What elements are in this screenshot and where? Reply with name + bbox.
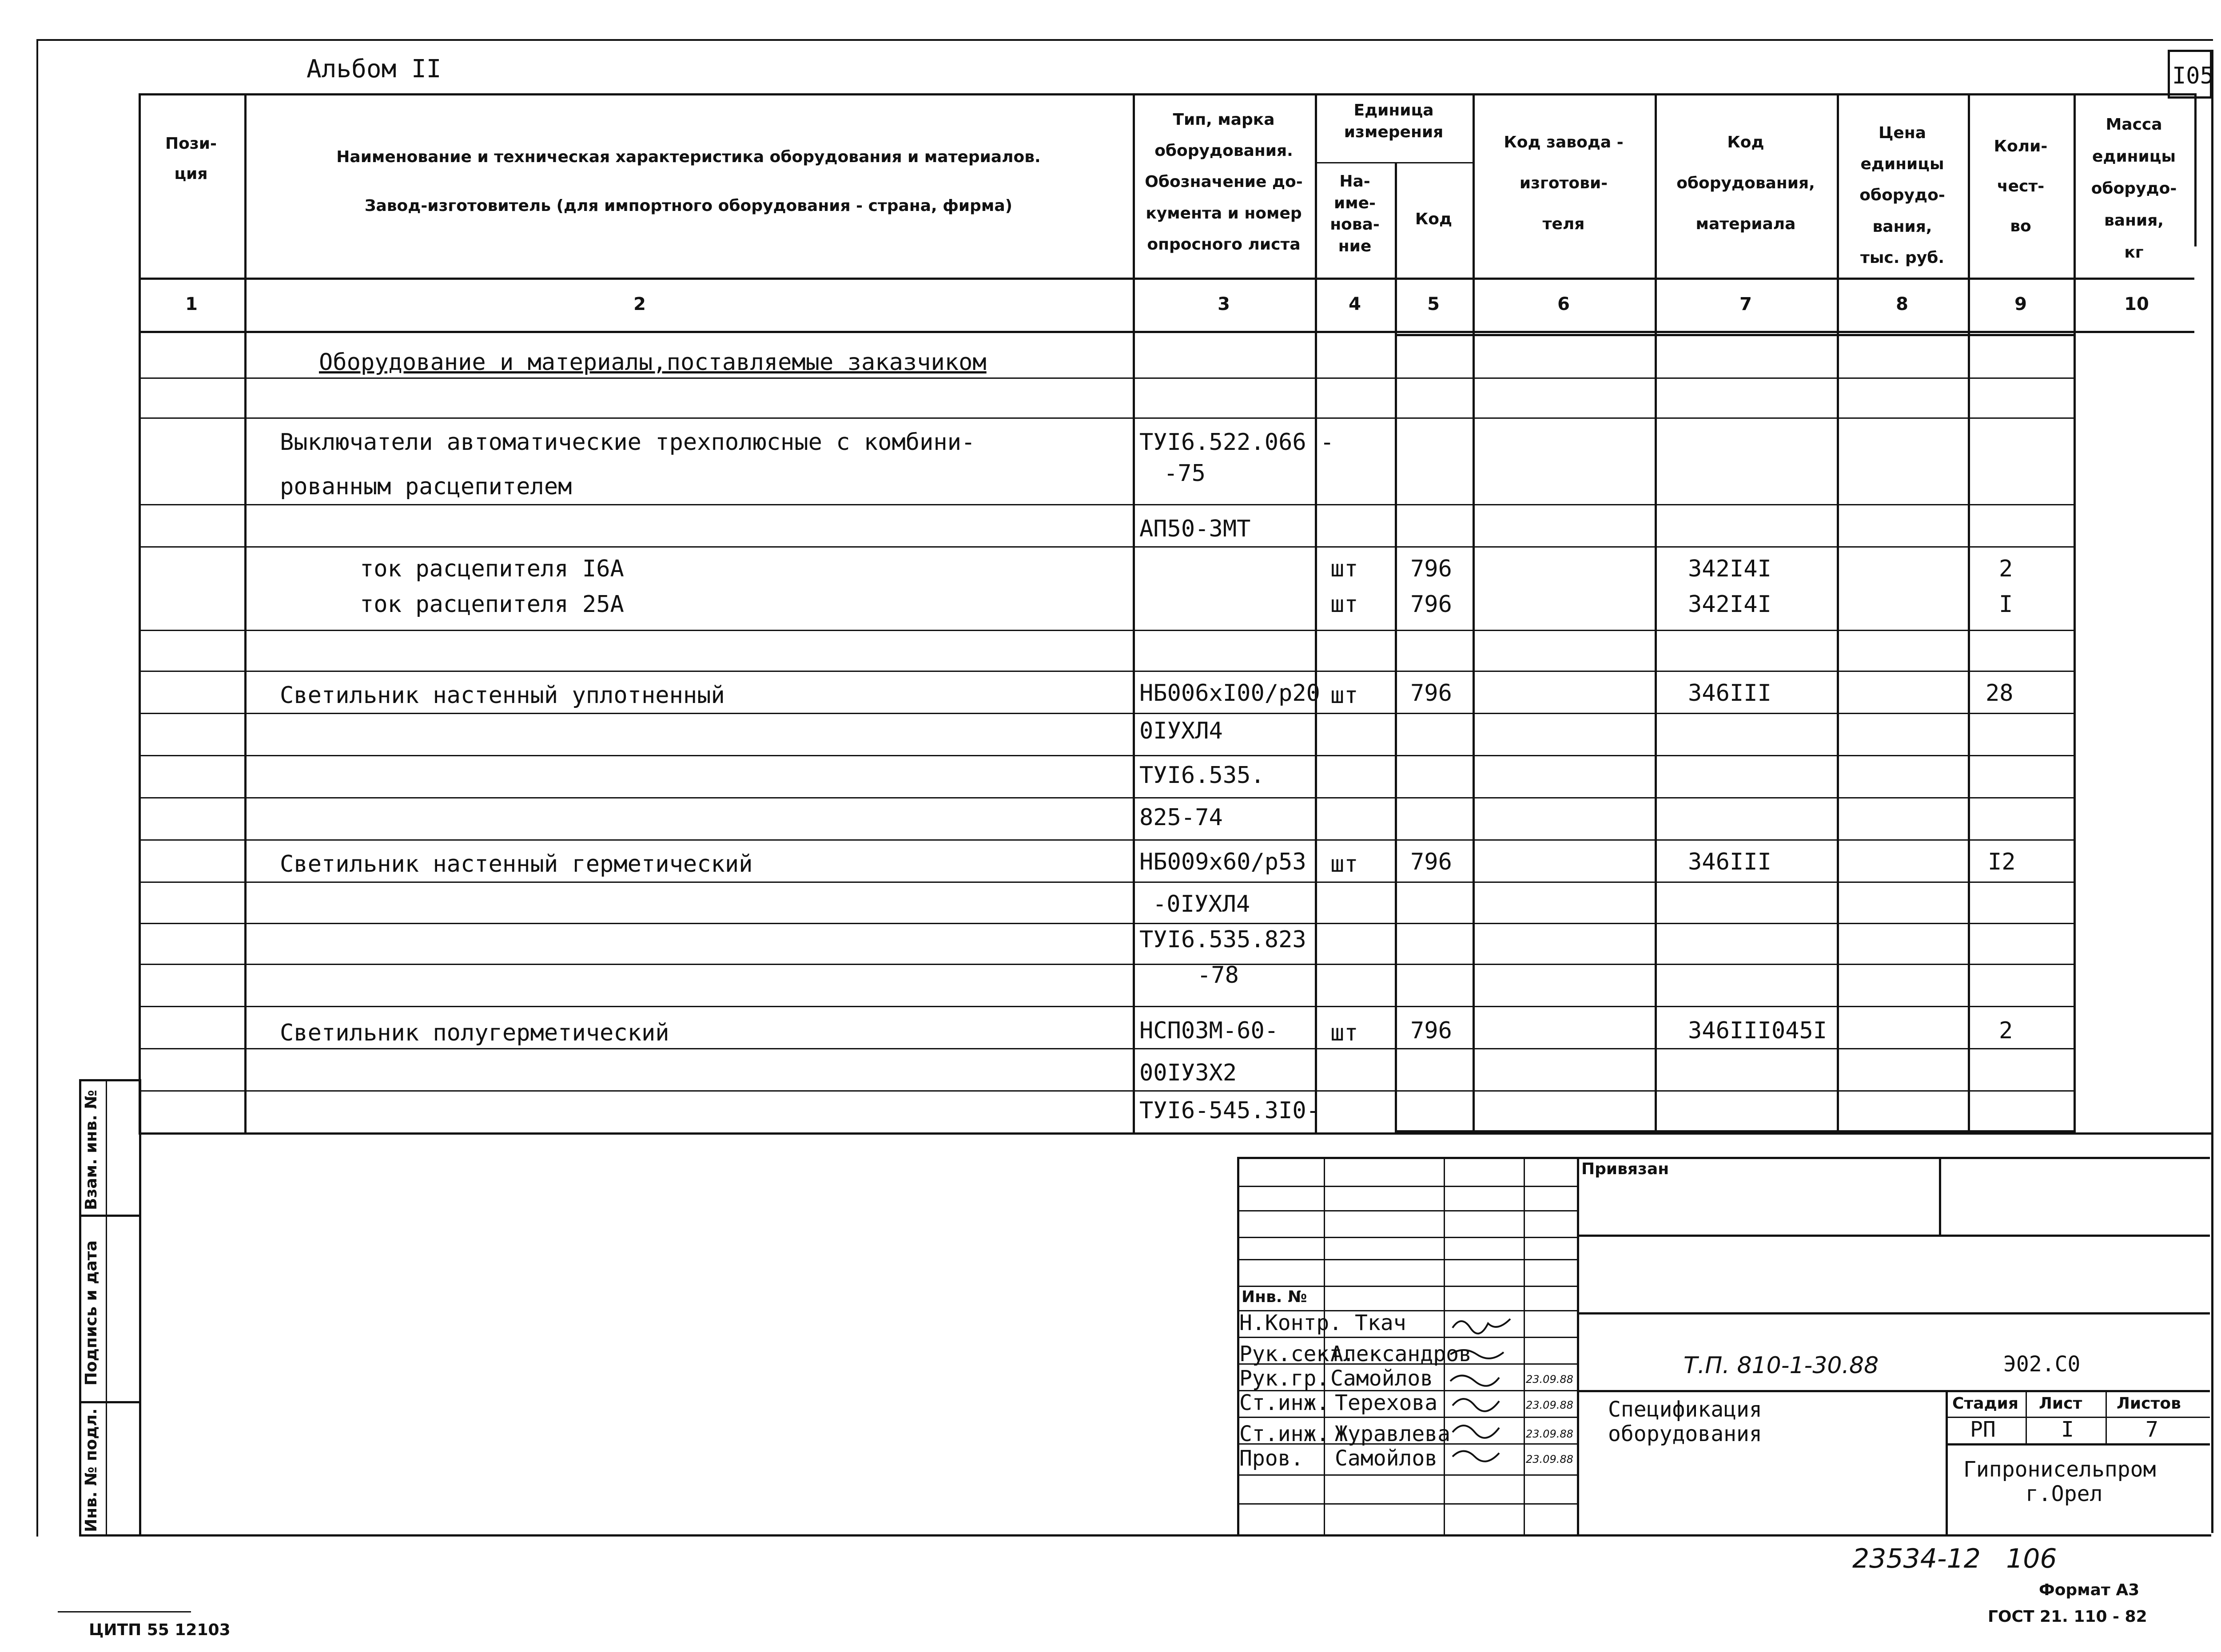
col-line-10 bbox=[2194, 93, 2197, 246]
row7-type: 0IУХЛ4 bbox=[1139, 718, 1223, 744]
header-type: Тип, марка оборудования. Обозначение до- кумента и номер опросного листа bbox=[1145, 111, 1303, 254]
side-label-podpis: Подпись и дата bbox=[82, 1240, 100, 1386]
colnum-7: 7 bbox=[1739, 294, 1752, 314]
header-plant-code: Код завода - изготови- теля bbox=[1504, 133, 1624, 233]
row4-name: ток расцепителя I6А bbox=[360, 556, 624, 582]
row-line bbox=[139, 923, 2074, 924]
header-unit-group: Единица измерения bbox=[1344, 101, 1444, 141]
tb-date-3: 23.09.88 bbox=[1526, 1399, 1573, 1411]
signature-icon bbox=[1453, 1319, 1510, 1334]
gost-label: ГОСТ 21. 110 - 82 bbox=[1988, 1608, 2147, 1626]
col-line-4 bbox=[1395, 162, 1397, 1132]
tb-doc-title-2: оборудования bbox=[1608, 1422, 1762, 1446]
header-equipment-code: Код оборудования, материала bbox=[1676, 133, 1815, 233]
row6-name: Светильник настенный уплотненный bbox=[280, 682, 725, 709]
header-name-line2: Завод-изготовитель (для импортного оборудования - страна, фирма) bbox=[364, 197, 1013, 215]
row-line bbox=[139, 797, 2074, 798]
row6-equip: 346III bbox=[1688, 680, 1771, 707]
row10-code: 796 bbox=[1410, 849, 1452, 875]
row10-qty: I2 bbox=[1988, 849, 2016, 875]
row14-code: 796 bbox=[1410, 1017, 1452, 1044]
row-line bbox=[139, 964, 2074, 965]
tb-top bbox=[139, 1132, 2211, 1135]
table-top-line bbox=[139, 93, 2194, 95]
signature-icon bbox=[1453, 1451, 1499, 1461]
data-block-top bbox=[1395, 334, 2074, 336]
tb-name-1: Александров bbox=[1330, 1342, 1472, 1366]
row3-type: АП50-3МТ bbox=[1139, 516, 1251, 542]
col-line-1 bbox=[244, 93, 247, 1132]
colnum-bottom-line bbox=[139, 331, 2194, 333]
row-line bbox=[139, 377, 2074, 379]
section-title: Оборудование и материалы,поставляемые заказчиком bbox=[319, 349, 987, 376]
colnum-10: 10 bbox=[2124, 294, 2149, 314]
tb-grid-h bbox=[1237, 1186, 1577, 1187]
header-mass: Масса единицы оборудо- вания, кг bbox=[2091, 115, 2177, 262]
tb-role-3: Ст.инж. bbox=[1239, 1390, 1329, 1415]
row5-equip: 342I4I bbox=[1688, 591, 1771, 618]
frame-right bbox=[2211, 50, 2213, 1533]
row-line bbox=[139, 546, 2074, 548]
tb-org-1: Гипронисельпром bbox=[1963, 1457, 2156, 1482]
citp-label: ЦИТП 55 12103 bbox=[89, 1621, 231, 1639]
row14-equip: 346III045I bbox=[1688, 1017, 1827, 1044]
tb-sheet-label: Лист bbox=[2039, 1394, 2082, 1413]
page-number: I05 bbox=[2172, 63, 2214, 89]
signature-marks bbox=[1444, 1310, 1524, 1474]
row4-equip: 342I4I bbox=[1688, 556, 1771, 582]
row5-qty: I bbox=[1999, 591, 2013, 618]
tb-date-2: 23.09.88 bbox=[1526, 1373, 1573, 1386]
handwritten-number: 23534-12 106 bbox=[1852, 1543, 2057, 1574]
tb-role-2: Рук.гр. bbox=[1239, 1366, 1329, 1391]
col-line-6 bbox=[1655, 93, 1657, 1132]
row1-name: Выключатели автоматические трехполюсные с комбини- bbox=[280, 429, 975, 456]
tb-grid-h bbox=[1237, 1337, 1577, 1338]
row6-code: 796 bbox=[1410, 680, 1452, 707]
tb-name-5: Самойлов bbox=[1335, 1446, 1438, 1471]
tb-role-5: Пров. bbox=[1239, 1446, 1304, 1471]
col-line-0 bbox=[139, 93, 141, 1132]
tb-name-4: Журавлева bbox=[1335, 1422, 1451, 1446]
colnum-4: 4 bbox=[1349, 294, 1361, 314]
row-line bbox=[139, 504, 2074, 505]
tb-grid-v bbox=[1524, 1157, 1525, 1534]
row12-type: ТУI6.535.823 bbox=[1139, 926, 1306, 953]
tb-stage: РП bbox=[1970, 1417, 1996, 1442]
row5-name: ток расцепителя 25А bbox=[360, 591, 624, 618]
tb-stage-split bbox=[1946, 1390, 1948, 1534]
tb-role-0: Н.Контр. bbox=[1239, 1310, 1342, 1335]
header-price: Цена единицы оборудо- вания, тыс. руб. bbox=[1859, 124, 1945, 267]
row-line bbox=[139, 417, 2074, 419]
tb-grid-h bbox=[1237, 1503, 1577, 1505]
tb-sheet: I bbox=[2061, 1417, 2074, 1442]
tb-doc-code: Э02.С0 bbox=[2003, 1352, 2081, 1377]
row1-type: ТУI6.522.066 - bbox=[1139, 429, 1334, 456]
col-line-8 bbox=[1968, 93, 1970, 1132]
signature-icon bbox=[1453, 1399, 1499, 1411]
row10-equip: 346III bbox=[1688, 849, 1771, 875]
row10-type: НБ009х60/р53 bbox=[1139, 849, 1306, 875]
row6-qty: 28 bbox=[1986, 680, 2014, 707]
row14-unit: шт bbox=[1330, 1020, 1358, 1046]
tb-project-code: Т.П. 810-1-30.88 bbox=[1684, 1352, 1879, 1379]
row11-type: -0IУХЛ4 bbox=[1153, 891, 1250, 917]
tb-role-4: Ст.инж. bbox=[1239, 1422, 1329, 1446]
tb-date-4: 23.09.88 bbox=[1526, 1428, 1573, 1440]
tb-sheets-label: Листов bbox=[2117, 1394, 2181, 1413]
row14-qty: 2 bbox=[1999, 1017, 2013, 1044]
tb-grid-h bbox=[1237, 1286, 1577, 1287]
tb-name-2: Самойлов bbox=[1330, 1366, 1433, 1391]
colnum-2: 2 bbox=[633, 294, 646, 314]
footer-line bbox=[58, 1611, 191, 1612]
tb-grid-h bbox=[1237, 1157, 2210, 1159]
side-inner-line bbox=[106, 1079, 107, 1537]
colnum-5: 5 bbox=[1427, 294, 1440, 314]
side-label-inv: Инв. № подл. bbox=[82, 1408, 100, 1532]
row8-type: ТУI6.535. bbox=[1139, 762, 1265, 789]
row4-qty: 2 bbox=[1999, 556, 2013, 582]
row-line bbox=[139, 1090, 2074, 1092]
row16-type: ТУI6-545.3I0- bbox=[1139, 1097, 1320, 1124]
row2-name: рованным расцепителем bbox=[280, 473, 572, 500]
row5-unit: шт bbox=[1330, 591, 1358, 618]
colnum-9: 9 bbox=[2014, 294, 2027, 314]
row-line bbox=[139, 713, 2074, 714]
header-unit-code: Код bbox=[1415, 210, 1453, 228]
tb-h bbox=[1946, 1443, 2210, 1446]
tb-privyazan-split bbox=[1939, 1157, 1941, 1235]
row6-type: НБ006хI00/р20 bbox=[1139, 680, 1320, 707]
tb-grid-h bbox=[1237, 1417, 1577, 1418]
signature-icon bbox=[1450, 1376, 1499, 1386]
row15-type: 00IУ3Х2 bbox=[1139, 1060, 1237, 1086]
row4-code: 796 bbox=[1410, 556, 1452, 582]
row13-type: -78 bbox=[1197, 962, 1239, 989]
row-line bbox=[139, 1006, 2074, 1007]
tb-bottom bbox=[79, 1534, 2211, 1537]
tb-date-5: 23.09.88 bbox=[1526, 1453, 1573, 1465]
format-label: Формат А3 bbox=[2039, 1581, 2140, 1599]
tb-h bbox=[1577, 1312, 2210, 1314]
col-line-2 bbox=[1133, 93, 1135, 1132]
side-divider bbox=[79, 1215, 141, 1217]
signature-icon bbox=[1450, 1350, 1504, 1358]
tb-stage-label: Стадия bbox=[1952, 1394, 2018, 1413]
tb-grid-v bbox=[1577, 1157, 1579, 1534]
tb-sheets: 7 bbox=[2145, 1417, 2158, 1442]
row14-name: Светильник полугерметический bbox=[280, 1020, 669, 1046]
tb-doc-title-1: Спецификация bbox=[1608, 1397, 1762, 1422]
colnum-8: 8 bbox=[1896, 294, 1908, 314]
row-line bbox=[139, 671, 2074, 672]
row10-name: Светильник настенный герметический bbox=[280, 851, 753, 878]
row10-unit: шт bbox=[1330, 851, 1358, 878]
row4-unit: шт bbox=[1330, 556, 1358, 582]
album-title: Альбом II bbox=[306, 55, 442, 83]
tb-grid-h bbox=[1237, 1259, 1577, 1260]
header-unit-name: На- име- нова- ние bbox=[1330, 172, 1380, 255]
tb-org-2: г.Орел bbox=[2026, 1481, 2103, 1506]
row-line bbox=[139, 630, 2074, 631]
side-label-vzam: Взам. инв. № bbox=[82, 1090, 100, 1210]
header-bottom-line bbox=[139, 278, 2194, 280]
row9-type: 825-74 bbox=[1139, 804, 1223, 831]
tb-privyazan: Привязан bbox=[1581, 1160, 1669, 1178]
row-line bbox=[139, 1048, 2074, 1049]
tb-name-3: Терехова bbox=[1335, 1390, 1438, 1415]
colnum-6: 6 bbox=[1557, 294, 1570, 314]
tb-h bbox=[1577, 1235, 2210, 1237]
tb-role-1: Рук.сект. bbox=[1239, 1342, 1355, 1366]
colnum-3: 3 bbox=[1218, 294, 1230, 314]
header-position: Пози- ция bbox=[165, 135, 217, 183]
side-divider bbox=[79, 1401, 141, 1403]
tb-inv-no: Инв. № bbox=[1242, 1288, 1307, 1306]
unit-divider bbox=[1315, 162, 1473, 163]
row-line bbox=[139, 755, 2074, 756]
tb-grid-h bbox=[1237, 1474, 1577, 1476]
signature-icon bbox=[1453, 1426, 1499, 1438]
tb-h bbox=[1577, 1390, 2210, 1392]
row6-unit: шт bbox=[1330, 682, 1358, 709]
row2-type: -75 bbox=[1164, 460, 1206, 487]
col-line-5 bbox=[1473, 93, 1475, 1132]
row-line bbox=[139, 839, 2074, 841]
colnum-1: 1 bbox=[185, 294, 198, 314]
tb-grid-h bbox=[1237, 1210, 1577, 1211]
header-name-line1: Наименование и техническая характеристика оборудования и материалов. bbox=[336, 148, 1041, 166]
header-quantity: Коли- чест- во bbox=[1994, 137, 2048, 235]
tb-name-0: Ткач bbox=[1355, 1310, 1406, 1335]
row-line bbox=[139, 882, 2074, 883]
tb-grid-h bbox=[1237, 1237, 1577, 1238]
row5-code: 796 bbox=[1410, 591, 1452, 618]
row14-type: НСП03М-60- bbox=[1139, 1017, 1279, 1044]
